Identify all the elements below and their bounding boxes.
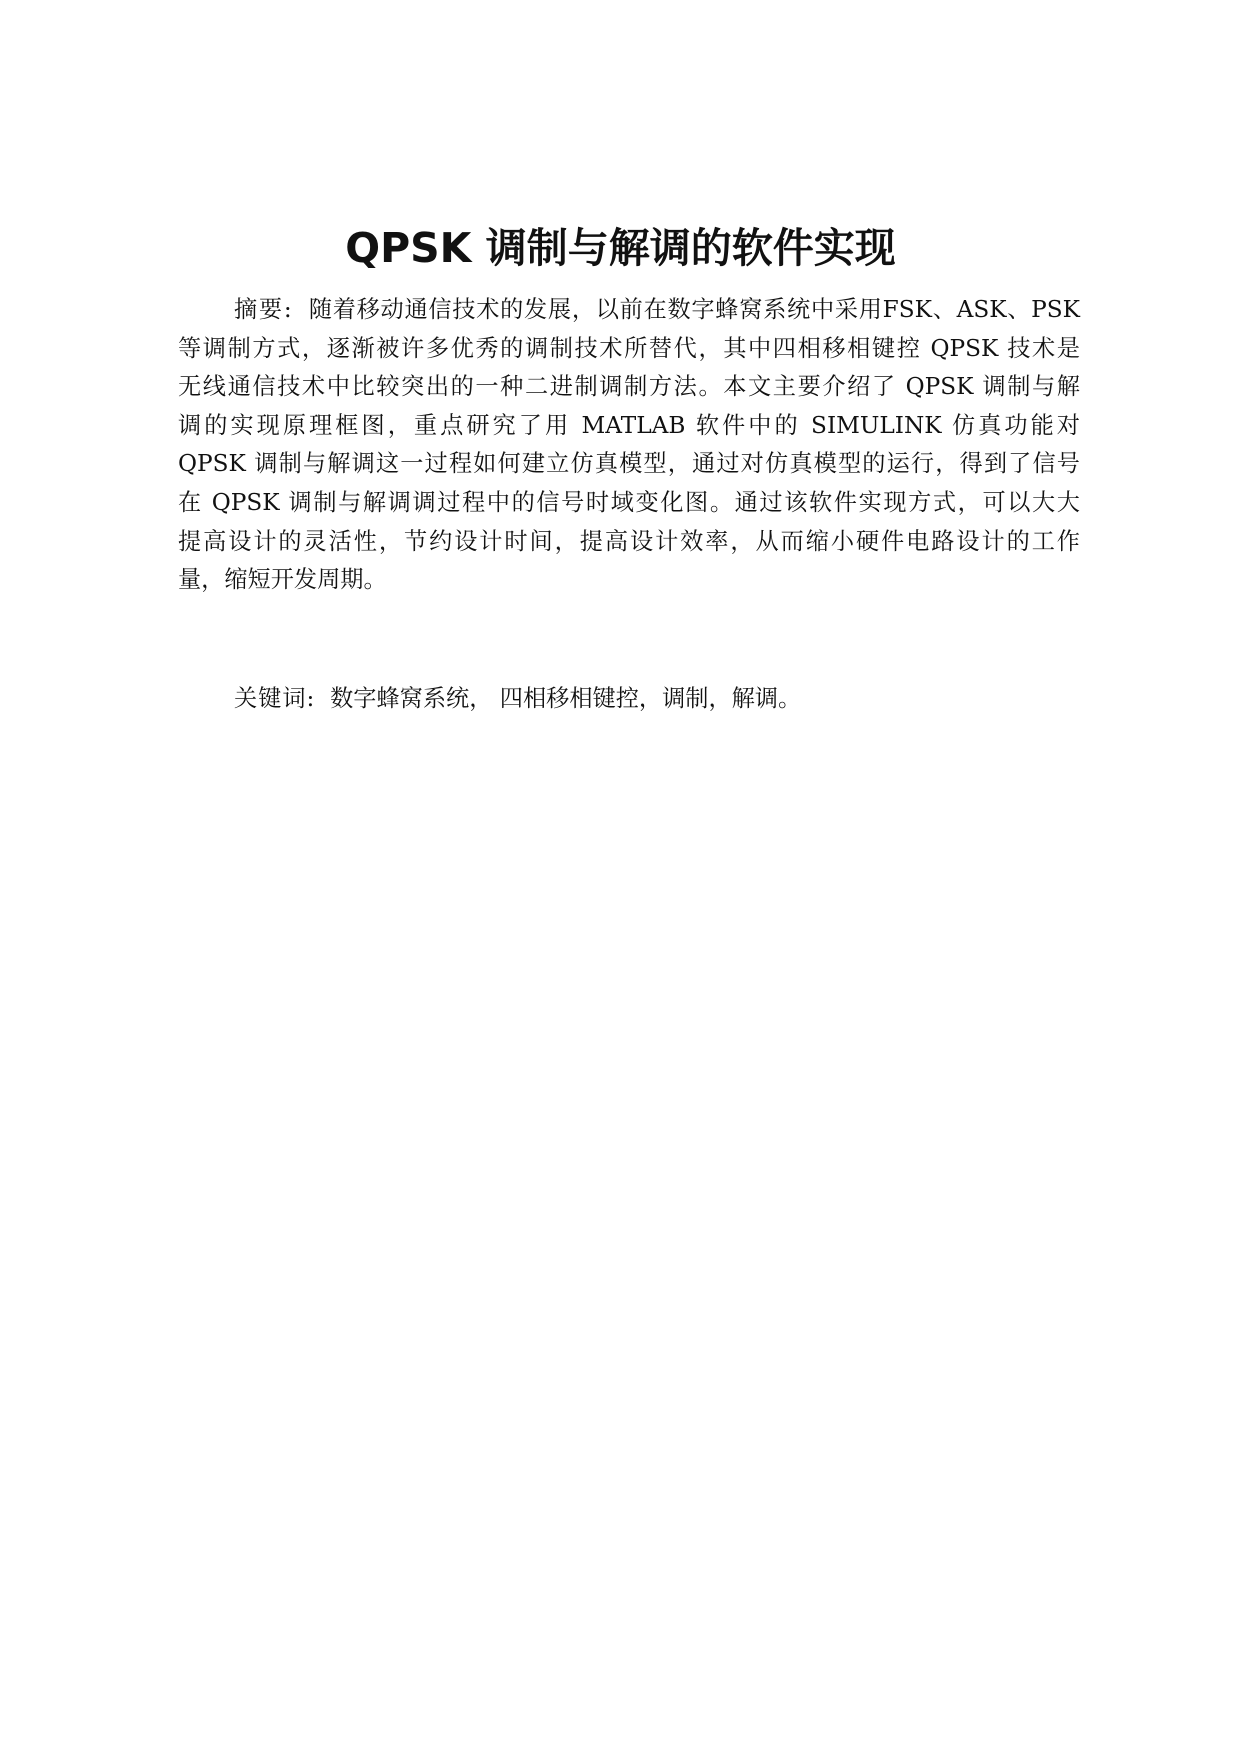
abstract-line: 无线通信技术中比较突出的一种二进制调制方法。本文主要介绍了 QPSK 调制与解: [178, 373, 1080, 401]
abstract-line: [178, 291, 1080, 330]
abstract-line: 调的实现原理框图，重点研究了用 MATLAB 软件中的 SIMULINK 仿真功能对: [178, 411, 1080, 439]
abstract-line-text: 随着移动通信技术的发展，以前在数字蜂窝系统中采用FSK、ASK、PSK: [308, 296, 1080, 323]
abstract-line: QPSK 调制与解调这一过程如何建立仿真模型，通过对仿真模型的运行，得到了信号: [178, 450, 1080, 478]
keywords-line: [234, 680, 1080, 719]
abstract-line: 提高设计的灵活性，节约设计时间，提高设计效率，从而缩小硬件电路设计的工作: [178, 527, 1080, 555]
abstract-line: 等调制方式，逐渐被许多优秀的调制技术所替代，其中四相移相键控 QPSK 技术是: [178, 334, 1080, 362]
abstract-line: 在 QPSK 调制与解调调过程中的信号时域变化图。通过该软件实现方式，可以大大: [178, 488, 1080, 516]
keywords-label: 关键词:: [234, 685, 316, 712]
abstract-paragraph: [178, 291, 1080, 600]
abstract-label: 摘要:: [234, 296, 293, 323]
document-title: QPSK 调制与解调的软件实现: [345, 224, 896, 272]
keywords-text: 数字蜂窝系统， 四相移相键控，调制，解调。: [330, 685, 802, 712]
abstract-line: 量，缩短开发周期。: [178, 566, 387, 594]
